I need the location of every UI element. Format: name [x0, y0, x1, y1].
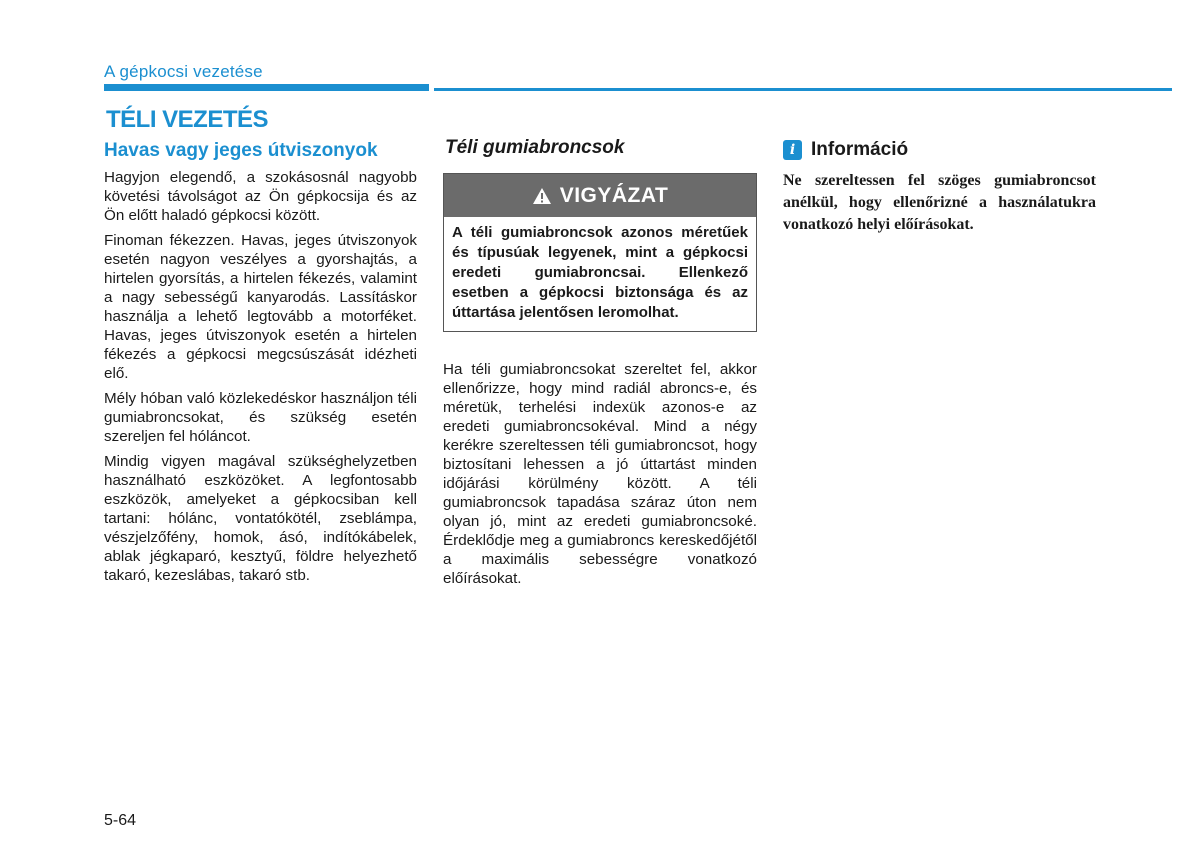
caution-text: A téli gumiabroncsok azonos méretűek és típusúak legyenek, mint a gépkocsi eredeti gumiabroncsai. Ellenkező esetben a gépkocsi biztonsága és az úttartása jelentősen leromolhat.	[452, 224, 748, 321]
paragraph: Mindig vigyen magával szükséghelyzetben használható eszközöket. A legfontosabb eszközök, amelyeket a gépkocsiban kell tartani: hólánc, vontatókötél, zseblámpa, vészjelzőfény, homok, ásó, indítókábelek, ablak jégkaparó, kesztyű, földre helyezhető takaró, kezeslábas, takaró stb.	[104, 453, 417, 584]
caution-header	[444, 174, 756, 217]
header-rule-thin	[434, 88, 1172, 91]
info-icon: i	[783, 140, 802, 160]
caution-title: VIGYÁZAT	[559, 183, 669, 207]
left-column-heading: Havas vagy jeges útviszonyok	[104, 140, 378, 161]
middle-column-heading: Téli gumiabroncsok	[445, 137, 625, 158]
section-title: TÉLI VEZETÉS	[106, 106, 269, 133]
info-header	[783, 139, 1097, 161]
left-column	[104, 140, 417, 591]
chapter-title: A gépkocsi vezetése	[104, 62, 263, 81]
info-text: Ne szereltessen fel szöges gumiabroncsot anélkül, hogy ellenőrizné a használatukra vonatkozó helyi előírásokat.	[783, 172, 1096, 233]
paragraph: Finoman fékezzen. Havas, jeges útviszonyok esetén nagyon veszélyes a gyorshajtás, a hirtelen gyorsítás, a hirtelen fékezés, valamint a nagy sebességű kanyarodás. Lassításkor használja a lehető legtovább a motorféket. Havas, jeges útviszonyok esetén a hirtelen fékezés a gépkocsi megcsúszását idézheti elő.	[104, 232, 417, 382]
page-number: 5-64	[104, 812, 137, 829]
right-column	[783, 139, 1097, 236]
middle-column	[443, 137, 757, 594]
paragraph: Hagyjon elegendő, a szokásosnál nagyobb követési távolságot az Ön gépkocsija és az Ön előtt haladó gépkocsi között.	[104, 169, 417, 224]
header-rule-thick	[104, 84, 429, 91]
info-title: Információ	[811, 139, 909, 160]
paragraph: Ha téli gumiabroncsokat szereltet fel, akkor ellenőrizze, hogy mind radiál abroncs-e, és méretük, terhelési indexük azonos-e az eredeti gumiabroncsokéval. Mind a négy kerékre szereltessen téli gumiabroncsot, hogy biztosítani lehessen a jó úttartást minden időjárási körülmény között. A téli gumiabroncsok tapadása száraz úton nem olyan jó, mint az eredeti gumiabroncsoké. Érdeklődje meg a gumiabroncs kereskedőjétől a maximális sebességre vonatkozó előírásokat.	[443, 361, 757, 587]
caution-box	[443, 173, 757, 332]
warning-triangle-icon	[532, 187, 552, 205]
paragraph: Mély hóban való közlekedéskor használjon téli gumiabroncsokat, és szükség esetén szereljen fel hóláncot.	[104, 390, 417, 445]
